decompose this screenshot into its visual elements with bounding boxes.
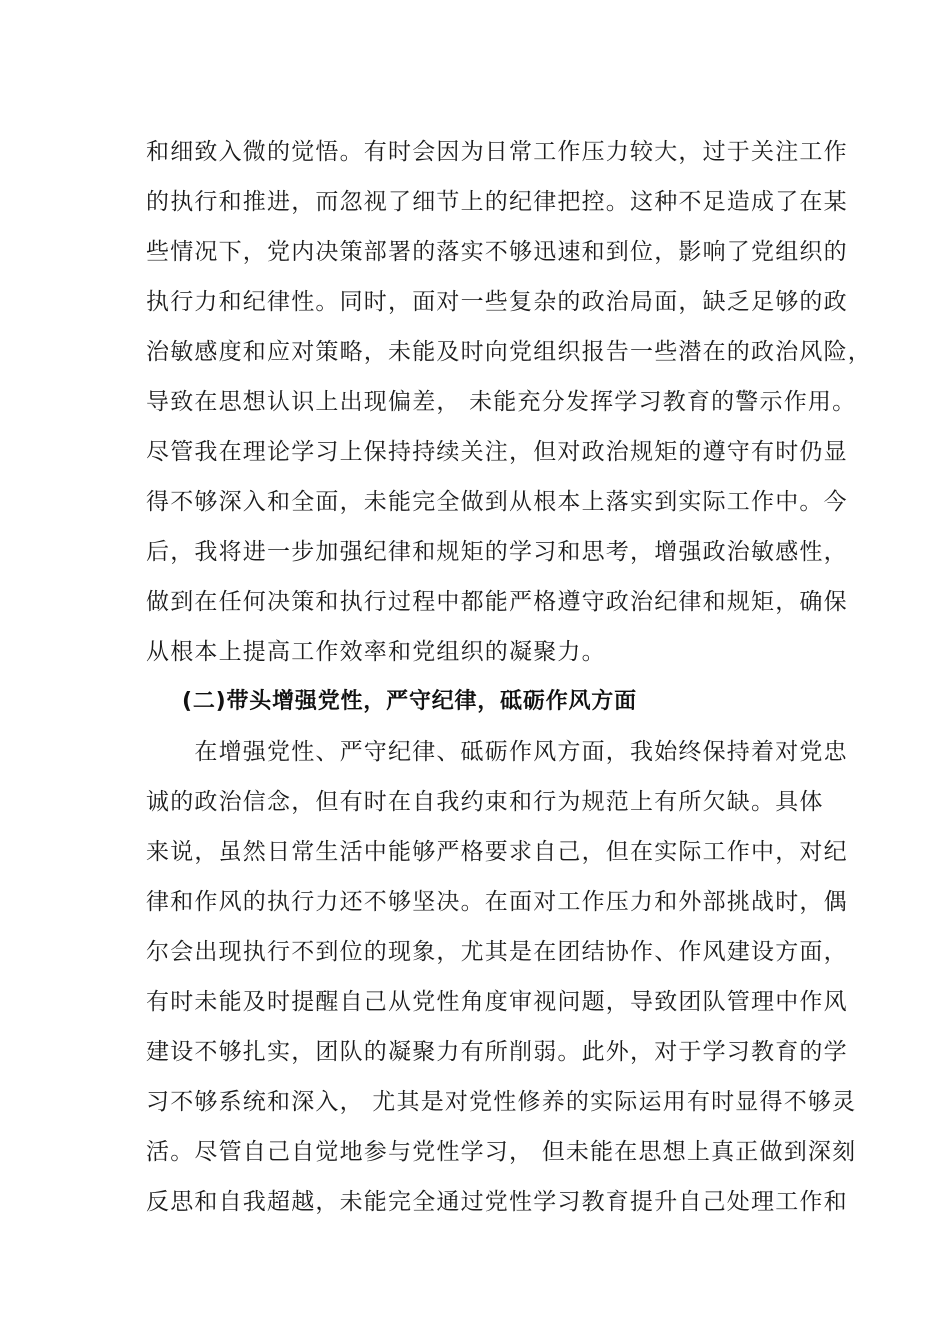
paragraph-line: 后，我将进一步加强纪律和规矩的学习和思考，增强政治敏感性， xyxy=(146,539,848,565)
paragraph-line: 些情况下，党内决策部署的落实不够迅速和到位，影响了党组织的 xyxy=(146,239,848,265)
section-heading: (二)带头增强党性，严守纪律，砥砺作风方面 xyxy=(182,689,637,714)
paragraph-line: 尔会出现执行不到位的现象，尤其是在团结协作、作风建设方面， xyxy=(146,939,848,965)
paragraph-line: 执行力和纪律性。同时，面对一些复杂的政治局面，缺乏足够的政 xyxy=(146,289,848,315)
paragraph-line: 来说，虽然日常生活中能够严格要求自己，但在实际工作中，对纪 xyxy=(146,839,848,865)
paragraph-line: 反思和自我超越，未能完全通过党性学习教育提升自己处理工作和 xyxy=(146,1189,848,1215)
paragraph-line: 从根本上提高工作效率和党组织的凝聚力。 xyxy=(146,639,606,665)
paragraph-line: 在增强党性、严守纪律、砥砺作风方面，我始终保持着对党忠 xyxy=(146,739,848,765)
paragraph-line: 建设不够扎实，团队的凝聚力有所削弱。此外，对于学习教育的学 xyxy=(146,1039,848,1065)
paragraph-line: 有时未能及时提醒自己从党性角度审视问题，导致团队管理中作风 xyxy=(146,989,848,1015)
paragraph-line: 律和作风的执行力还不够坚决。在面对工作压力和外部挑战时，偶 xyxy=(146,889,848,915)
paragraph-line: 诚的政治信念，但有时在自我约束和行为规范上有所欠缺。具体 xyxy=(146,789,824,815)
paragraph-line: 习不够系统和深入， 尤其是对党性修养的实际运用有时显得不够灵 xyxy=(146,1089,857,1115)
paragraph-line: 尽管我在理论学习上保持持续关注，但对政治规矩的遵守有时仍显 xyxy=(146,439,848,465)
paragraph-line: 得不够深入和全面，未能完全做到从根本上落实到实际工作中。今 xyxy=(146,489,848,515)
paragraph-line: 的执行和推进，而忽视了细节上的纪律把控。这种不足造成了在某 xyxy=(146,189,848,215)
paragraph-line: 做到在任何决策和执行过程中都能严格遵守政治纪律和规矩，确保 xyxy=(146,589,848,615)
paragraph-line: 导致在思想认识上出现偏差， 未能充分发挥学习教育的警示作用。 xyxy=(146,389,857,415)
paragraph-line: 和细致入微的觉悟。有时会因为日常工作压力较大，过于关注工作 xyxy=(146,139,848,165)
paragraph-line: 活。尽管自己自觉地参与党性学习， 但未能在思想上真正做到深刻 xyxy=(146,1139,857,1165)
paragraph-line: 治敏感度和应对策略，未能及时向党组织报告一些潜在的政治风险， xyxy=(146,339,872,365)
